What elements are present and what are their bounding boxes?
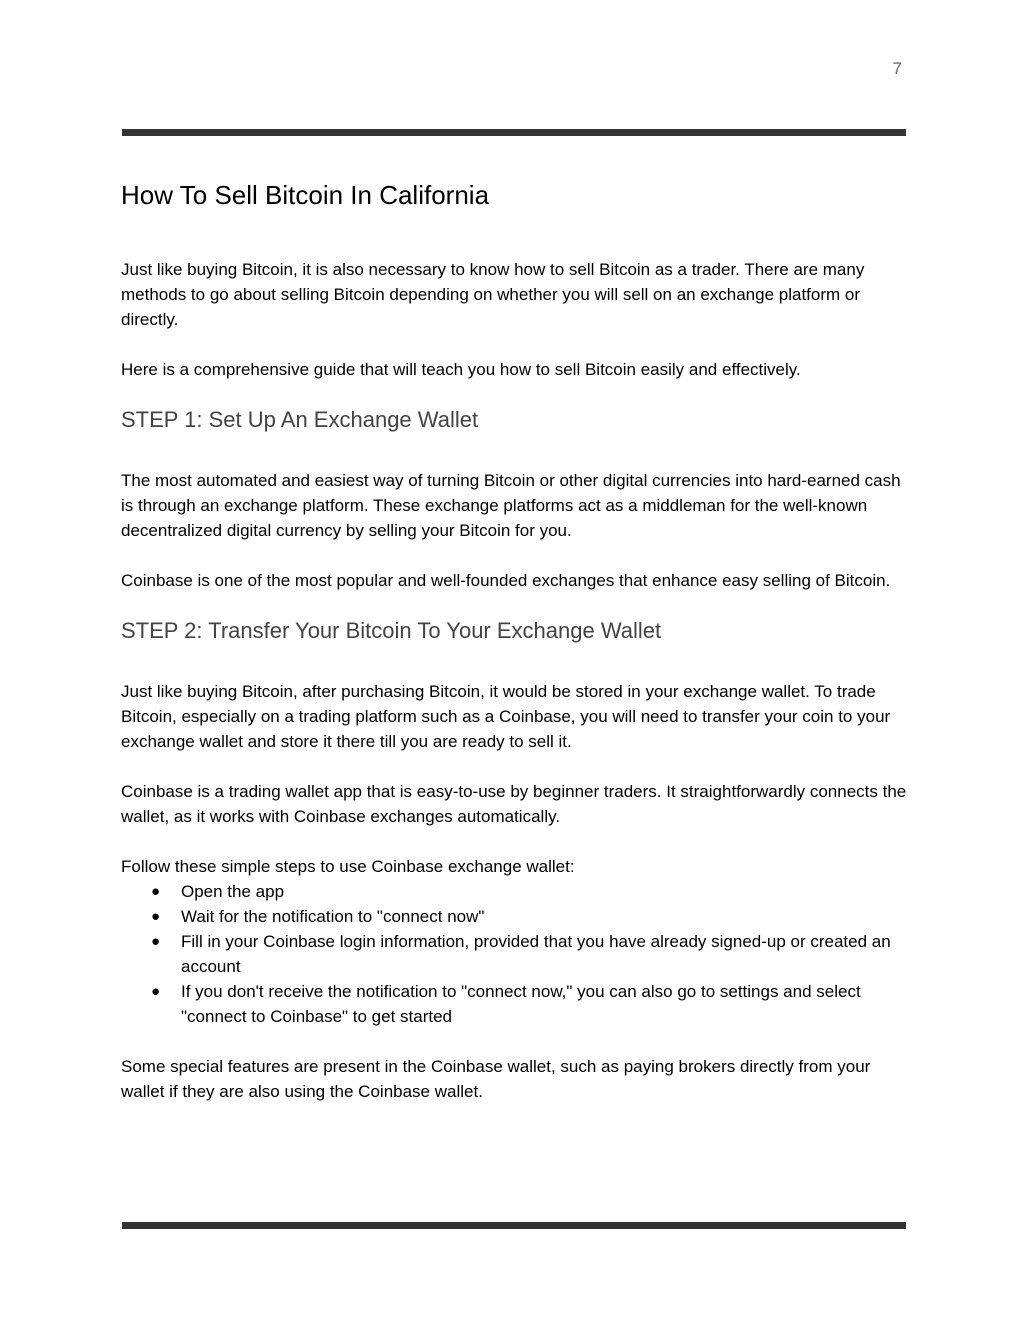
step1-paragraph: The most automated and easiest way of turning Bitcoin or other digital currencies into hard-earned cash is through an exchange platform. These exchange platforms act as a middleman for the well-known decentralized digital currency by selling your Bitcoin for you. [121, 471, 901, 540]
list-item-text: Open the app [181, 882, 285, 901]
page-number: 7 [892, 59, 902, 78]
steps-list [121, 879, 911, 1029]
step2-heading: STEP 2: Transfer Your Bitcoin To Your Exchange Wallet [121, 618, 662, 643]
list-item-text: If you don't receive the notification to "connect now," you can also go to settings and select "connect to Coinbase" to get started [181, 982, 861, 1026]
step1-paragraph: Coinbase is one of the most popular and well-founded exchanges that enhance easy selling of Bitcoin. [121, 571, 891, 590]
header-divider [122, 129, 906, 136]
list-item-text: Fill in your Coinbase login information, provided that you have already signed-up or created an account [181, 932, 891, 976]
list-item [121, 904, 911, 929]
step2-list-intro: Follow these simple steps to use Coinbase exchange wallet: [121, 857, 575, 876]
intro-paragraph: Here is a comprehensive guide that will teach you how to sell Bitcoin easily and effectively. [121, 360, 801, 379]
step2-paragraph: Coinbase is a trading wallet app that is easy-to-use by beginner traders. It straightforwardly connects the wallet, as it works with Coinbase exchanges automatically. [121, 782, 907, 826]
bullet-icon: ● [151, 933, 161, 950]
list-item [121, 929, 911, 979]
bullet-icon: ● [151, 883, 161, 900]
intro-paragraph: Just like buying Bitcoin, it is also necessary to know how to sell Bitcoin as a trader. There are many methods to go about selling Bitcoin depending on whether you will sell on an exchange platform or directly. [121, 260, 865, 329]
document-body [121, 178, 911, 1129]
closing-paragraph: Some special features are present in the Coinbase wallet, such as paying brokers directly from your wallet if they are also using the Coinbase wallet. [121, 1057, 871, 1101]
list-item [121, 979, 911, 1029]
footer-divider [122, 1222, 906, 1229]
list-item [121, 879, 911, 904]
bullet-icon: ● [151, 908, 161, 925]
step2-paragraph: Just like buying Bitcoin, after purchasing Bitcoin, it would be stored in your exchange wallet. To trade Bitcoin, especially on a trading platform such as a Coinbase, you will need to transfer your coin to your exchange wallet and store it there till you are ready to sell it. [121, 682, 891, 751]
page-title: How To Sell Bitcoin In California [121, 180, 490, 210]
step1-heading: STEP 1: Set Up An Exchange Wallet [121, 407, 479, 432]
bullet-icon: ● [151, 983, 161, 1000]
list-item-text: Wait for the notification to "connect now" [181, 907, 485, 926]
